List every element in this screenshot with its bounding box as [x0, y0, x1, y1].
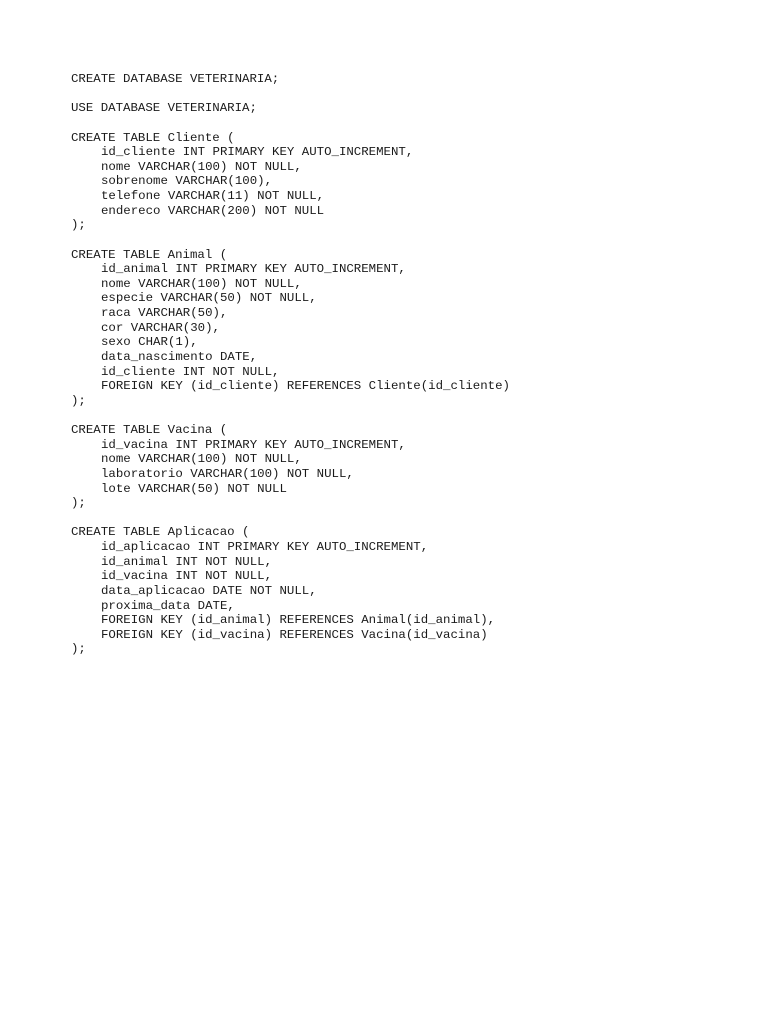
column-definition: proxima_data DATE, — [101, 598, 235, 613]
column-definition: laboratorio VARCHAR(100) NOT NULL, — [101, 466, 354, 481]
column-definition: id_vacina INT PRIMARY KEY AUTO_INCREMENT, — [101, 437, 406, 452]
column-definition: cor VARCHAR(30), — [101, 320, 220, 335]
sql-code-block — [71, 72, 510, 657]
table-cliente-definition — [71, 131, 510, 233]
column-definition: lote VARCHAR(50) NOT NULL — [101, 481, 287, 496]
blank-line — [71, 408, 510, 423]
column-definition: id_vacina INT NOT NULL, — [101, 569, 273, 584]
foreign-key-definition: FOREIGN KEY (id_vacina) REFERENCES Vacina(id_vacina) — [101, 627, 488, 642]
column-definition: data_nascimento DATE, — [101, 349, 258, 364]
table-footer: ); — [71, 496, 86, 511]
column-definition: id_aplicacao INT PRIMARY KEY AUTO_INCREMENT, — [101, 540, 429, 554]
column-definition: sobrenome VARCHAR(100), — [101, 174, 273, 189]
column-definition: id_animal INT PRIMARY KEY AUTO_INCREMENT, — [101, 262, 406, 277]
column-definition: telefone VARCHAR(11) NOT NULL, — [101, 189, 325, 203]
column-definition: data_aplicacao DATE NOT NULL, — [101, 583, 317, 598]
table-footer: ); — [71, 218, 86, 233]
column-definition: id_animal INT NOT NULL, — [101, 554, 273, 569]
column-definition: id_cliente INT NOT NULL, — [101, 364, 280, 379]
foreign-key-definition: FOREIGN KEY (id_animal) REFERENCES Animal(id_animal), — [101, 613, 496, 628]
use-database-statement: USE DATABASE VETERINARIA; — [71, 101, 257, 116]
column-definition: nome VARCHAR(100) NOT NULL, — [101, 159, 302, 174]
column-definition: sexo CHAR(1), — [101, 335, 198, 350]
column-definition: nome VARCHAR(100) NOT NULL, — [101, 452, 302, 467]
table-animal-definition — [71, 248, 510, 409]
column-definition: id_cliente INT PRIMARY KEY AUTO_INCREMENT, — [101, 145, 414, 160]
table-footer: ); — [71, 642, 86, 657]
create-database-statement: CREATE DATABASE VETERINARIA; — [71, 72, 280, 86]
blank-line — [71, 87, 510, 102]
blank-line — [71, 233, 510, 248]
blank-line — [71, 116, 510, 131]
table-header: CREATE TABLE Animal ( — [71, 247, 228, 262]
table-vacina-definition — [71, 423, 510, 511]
column-definition: nome VARCHAR(100) NOT NULL, — [101, 276, 302, 291]
table-footer: ); — [71, 393, 86, 408]
blank-line — [71, 511, 510, 526]
table-header: CREATE TABLE Vacina ( — [71, 423, 228, 437]
foreign-key-definition: FOREIGN KEY (id_cliente) REFERENCES Cliente(id_cliente) — [101, 379, 510, 394]
column-definition: raca VARCHAR(50), — [101, 306, 228, 320]
table-header: CREATE TABLE Aplicacao ( — [71, 525, 250, 540]
table-aplicacao-definition — [71, 525, 510, 657]
table-header: CREATE TABLE Cliente ( — [71, 130, 235, 145]
column-definition: endereco VARCHAR(200) NOT NULL — [101, 203, 325, 218]
column-definition: especie VARCHAR(50) NOT NULL, — [101, 291, 317, 306]
